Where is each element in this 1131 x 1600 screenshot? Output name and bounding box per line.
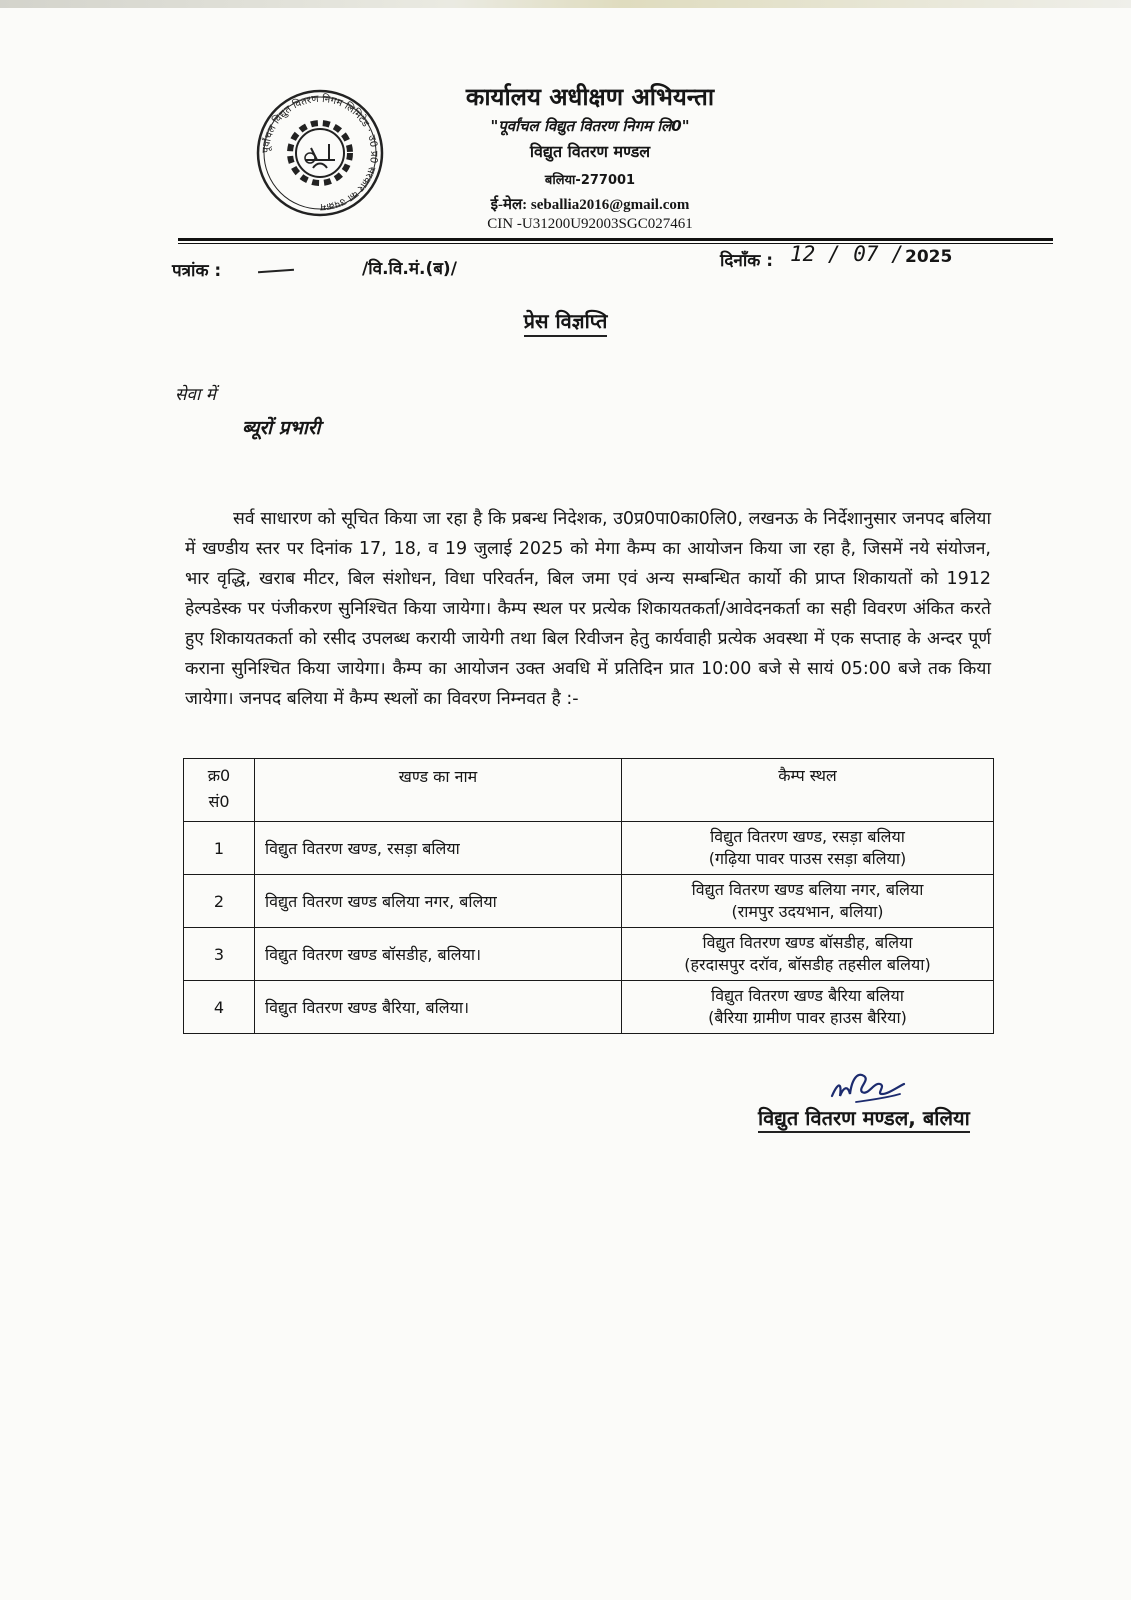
reference-label: पत्रांक : [172, 261, 222, 281]
seal-text: पूर्वांचल विद्युत वितरण निगम लिमिटेड · उ0 प्र0 सरकार का उपक्रम [260, 93, 380, 213]
reference-number-handwritten [258, 269, 294, 274]
row-division: विद्युत वितरण खण्ड बैरिया, बलिया। [255, 981, 622, 1034]
table-header-row [184, 759, 994, 822]
date-year: 2025 [905, 247, 953, 267]
table-row [184, 822, 994, 875]
press-release-title: प्रेस विज्ञप्ति [0, 307, 1131, 334]
addressee-name: ब्यूरों प्रभारी [242, 417, 321, 439]
date-label: दिनाँक : [720, 251, 774, 271]
row-division: विद्युत वितरण खण्ड बलिया नगर, बलिया [255, 875, 622, 928]
row-serial: 1 [184, 822, 255, 875]
body-paragraph: सर्व साधारण को सूचित किया जा रहा है कि प्रबन्ध निदेशक, उ0प्र0पा0का0लि0, लखनऊ के निर्देशानुसार जनपद बलिया में खण्डीय स्तर पर दिनांक 17, 18, व 19 जुलाई 2025 को मेगा कैम्प का आयोजन किया जा रहा है, जिसमें नये संयोजन, भार वृद्धि, खराब मीटर, बिल संशोधन, विधा परिवर्तन, बिल जमा एवं अन्य सम्बन्धित कार्यो की प्राप्त शिकायतों को 1912 हेल्पडेस्क पर पंजीकरण सुनिश्चित किया जायेगा। कैम्प स्थल पर प्रत्येक शिकायतकर्ता/आवेदनकर्ता का सही विवरण अंकित करते हुए शिकायतकर्ता को रसीद उपलब्ध करायी जायेगी तथा बिल रिवीजन हेतु कार्यवाही प्रत्येक अवस्था में एक सप्ताह के अन्दर पूर्ण कराना सुनिश्चित किया जायेगा। कैम्प का आयोजन उक्त अवधि में प्रतिदिन प्रात 10:00 बजे से सायं 05:00 बजे तक किया जायेगा। जनपद बलिया में कैम्प स्थलों का विवरण निम्नवत है :- [185, 509, 991, 709]
table-row [184, 981, 994, 1034]
email-line: ई-मेल: seballia2016@gmail.com [490, 197, 690, 213]
header-serial-no: क्र0 सं0 [184, 759, 255, 822]
row-site: विद्युत वितरण खण्ड, रसड़ा बलिया (गढ़िया पावर पाउस रसड़ा बलिया) [622, 822, 994, 875]
corporation-name: "पूर्वांचल विद्युत वितरण निगम लि0" [490, 117, 690, 135]
scan-top-edge [0, 0, 1131, 8]
row-serial: 2 [184, 875, 255, 928]
row-serial: 3 [184, 928, 255, 981]
camp-sites-table [183, 758, 994, 1034]
date-handwritten: 12 / 07 / [790, 242, 904, 266]
row-site: विद्युत वितरण खण्ड बॉसडीह, बलिया (हरदासपुर दरॉव, बॉसडीह तहसील बलिया) [622, 928, 994, 981]
row-site: विद्युत वितरण खण्ड बलिया नगर, बलिया (रामपुर उदयभान, बलिया) [622, 875, 994, 928]
row-serial: 4 [184, 981, 255, 1034]
office-title: कार्यालय अधीक्षण अभियन्ता [465, 83, 715, 111]
table-row [184, 928, 994, 981]
table-row [184, 875, 994, 928]
row-site: विद्युत वितरण खण्ड बैरिया बलिया (बैरिया ग्रामीण पावर हाउस बैरिया) [622, 981, 994, 1034]
row-division: विद्युत वितरण खण्ड, रसड़ा बलिया [255, 822, 622, 875]
header-division-name: खण्ड का नाम [255, 759, 622, 822]
row-division: विद्युत वितरण खण्ड बॉसडीह, बलिया। [255, 928, 622, 981]
header-divider-thin [178, 243, 1053, 244]
circle-name: विद्युत वितरण मण्डल [529, 142, 651, 161]
cin-number: CIN -U31200U92003SGC027461 [487, 216, 693, 232]
header-camp-site: कैम्प स्थल [622, 759, 994, 822]
corporation-seal-logo [255, 88, 385, 218]
addressee-salutation: सेवा में [175, 385, 216, 405]
city-pincode: बलिया-277001 [544, 173, 636, 188]
reference-code: /वि.वि.मं.(ब)/ [362, 259, 457, 279]
header-divider [178, 238, 1053, 241]
issuing-office: विद्युत वितरण मण्डल, बलिया [758, 1104, 970, 1131]
